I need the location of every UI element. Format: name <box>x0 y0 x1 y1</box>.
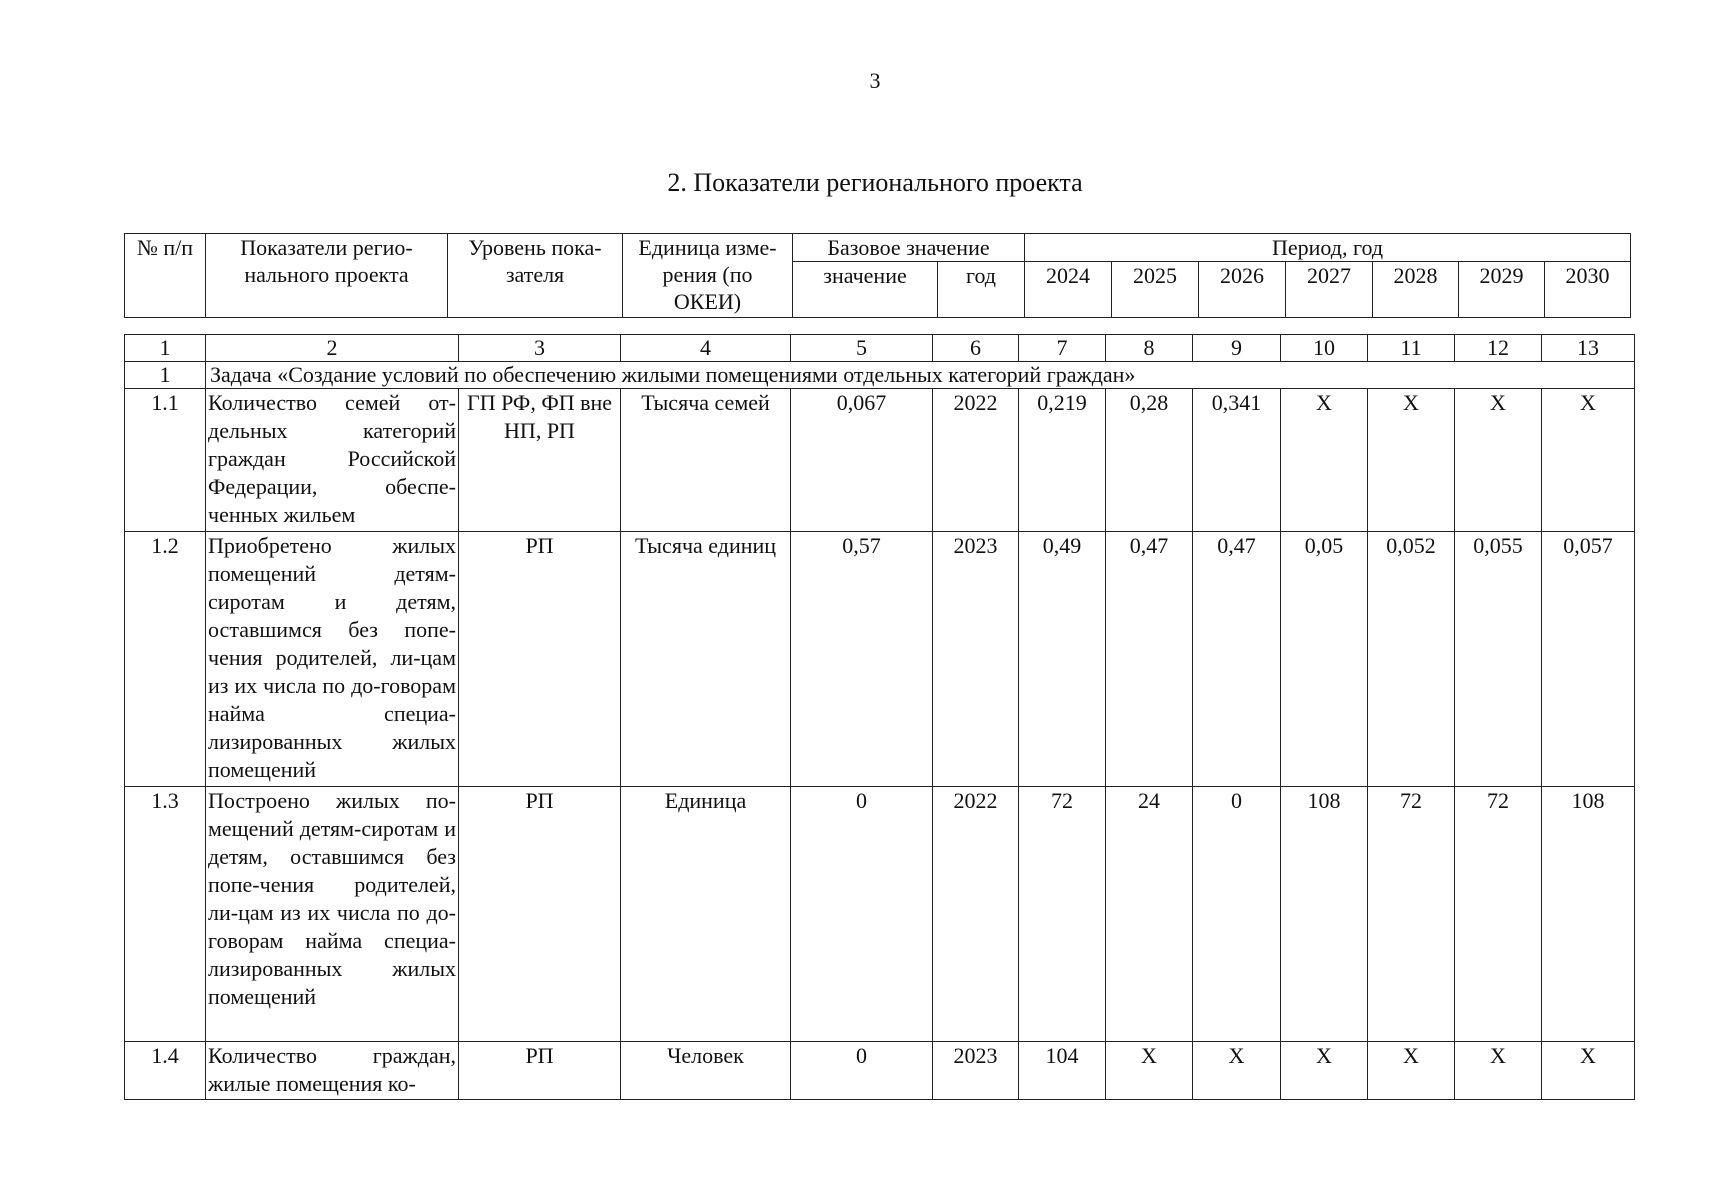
row-value: X <box>1281 389 1368 532</box>
row-base-year: 2023 <box>933 1042 1019 1100</box>
row-unit: Тысяча семей <box>621 389 791 532</box>
row-level: ГП РФ, ФП вне НП, РП <box>459 389 621 532</box>
row-indicator: Построено жилых по-мещений детям-сиротам и детям, оставшимся без попе-чения родителей, ли-цам из их числа по до-говорам найма специа-лизированных жилых помещений <box>206 787 459 1042</box>
row-unit: Человек <box>621 1042 791 1100</box>
row-value: X <box>1542 389 1635 532</box>
row-base-value: 0 <box>791 787 933 1042</box>
column-number: 1 <box>125 335 206 362</box>
column-number: 10 <box>1281 335 1368 362</box>
table-row <box>125 389 1635 532</box>
indicators-table <box>124 334 1635 1100</box>
task-num: 1 <box>125 362 206 389</box>
row-unit: Единица <box>621 787 791 1042</box>
task-text: Задача «Создание условий по обеспечению жилыми помещениями отдельных категорий граждан» <box>206 362 1635 389</box>
header-num: № п/п <box>125 234 206 318</box>
row-base-value: 0,067 <box>791 389 933 532</box>
indicators-table-header <box>124 233 1631 318</box>
header-period: Период, год <box>1025 234 1631 262</box>
row-value: 0,219 <box>1019 389 1106 532</box>
row-level: РП <box>459 787 621 1042</box>
row-value: 72 <box>1455 787 1542 1042</box>
row-base-value: 0 <box>791 1042 933 1100</box>
row-num: 1.4 <box>125 1042 206 1100</box>
page-number: 3 <box>869 68 881 93</box>
column-number-row <box>125 335 1635 362</box>
header-year: 2027 <box>1286 262 1373 318</box>
row-num: 1.1 <box>125 389 206 532</box>
row-value: 0,28 <box>1106 389 1193 532</box>
row-value: 24 <box>1106 787 1193 1042</box>
table-row <box>125 1042 1635 1100</box>
column-number: 8 <box>1106 335 1193 362</box>
row-value: X <box>1106 1042 1193 1100</box>
header-base-value: значение <box>793 262 938 318</box>
row-indicator: Количество семей от-дельных категорий граждан Российской Федерации, обеспе-ченных жильем <box>206 389 459 532</box>
row-value: 0,055 <box>1455 532 1542 787</box>
row-value: X <box>1455 389 1542 532</box>
row-value: X <box>1368 389 1455 532</box>
row-num: 1.3 <box>125 787 206 1042</box>
row-base-year: 2023 <box>933 532 1019 787</box>
header-base: Базовое значение <box>793 234 1025 262</box>
column-number: 9 <box>1193 335 1281 362</box>
row-value: 0,341 <box>1193 389 1281 532</box>
column-number: 5 <box>791 335 933 362</box>
column-number: 3 <box>459 335 621 362</box>
row-value: 0,47 <box>1106 532 1193 787</box>
column-number: 12 <box>1455 335 1542 362</box>
row-level: РП <box>459 532 621 787</box>
row-base-value: 0,57 <box>791 532 933 787</box>
table-row <box>125 532 1635 787</box>
row-value: X <box>1542 1042 1635 1100</box>
header-year: 2029 <box>1459 262 1545 318</box>
header-indicator: Показатели регио-нального проекта <box>206 234 448 318</box>
row-value: 72 <box>1368 787 1455 1042</box>
column-number: 4 <box>621 335 791 362</box>
row-value: X <box>1368 1042 1455 1100</box>
row-value: 0,052 <box>1368 532 1455 787</box>
table-row <box>125 787 1635 1042</box>
row-value: 0,47 <box>1193 532 1281 787</box>
header-year: 2030 <box>1545 262 1631 318</box>
row-base-year: 2022 <box>933 389 1019 532</box>
row-value: 72 <box>1019 787 1106 1042</box>
row-value: X <box>1281 1042 1368 1100</box>
row-value: X <box>1455 1042 1542 1100</box>
section-title: 2. Показатели регионального проекта <box>667 168 1083 197</box>
column-number: 7 <box>1019 335 1106 362</box>
column-number: 2 <box>206 335 459 362</box>
task-row <box>125 362 1635 389</box>
header-year: 2028 <box>1373 262 1459 318</box>
header-level: Уровень пока-зателя <box>448 234 623 318</box>
row-value: 0,05 <box>1281 532 1368 787</box>
row-unit: Тысяча единиц <box>621 532 791 787</box>
column-number: 13 <box>1542 335 1635 362</box>
row-indicator: Приобретено жилых помещений детям-сиротам и детям, оставшимся без попе-чения родителей, ли-цам из их числа по до-говорам найма специа-лизированных жилых помещений <box>206 532 459 787</box>
row-value: 0 <box>1193 787 1281 1042</box>
row-num: 1.2 <box>125 532 206 787</box>
column-number: 6 <box>933 335 1019 362</box>
row-value: X <box>1193 1042 1281 1100</box>
column-number: 11 <box>1368 335 1455 362</box>
header-year: 2026 <box>1199 262 1286 318</box>
row-value: 108 <box>1281 787 1368 1042</box>
row-base-year: 2022 <box>933 787 1019 1042</box>
row-value: 0,49 <box>1019 532 1106 787</box>
row-value: 108 <box>1542 787 1635 1042</box>
row-level: РП <box>459 1042 621 1100</box>
row-value: 104 <box>1019 1042 1106 1100</box>
header-unit: Единица изме-рения (по ОКЕИ) <box>623 234 793 318</box>
row-indicator: Количество граждан, жилые помещения ко- <box>206 1042 459 1100</box>
row-value: 0,057 <box>1542 532 1635 787</box>
header-year: 2024 <box>1025 262 1112 318</box>
header-year: 2025 <box>1112 262 1199 318</box>
header-base-year: год <box>938 262 1025 318</box>
